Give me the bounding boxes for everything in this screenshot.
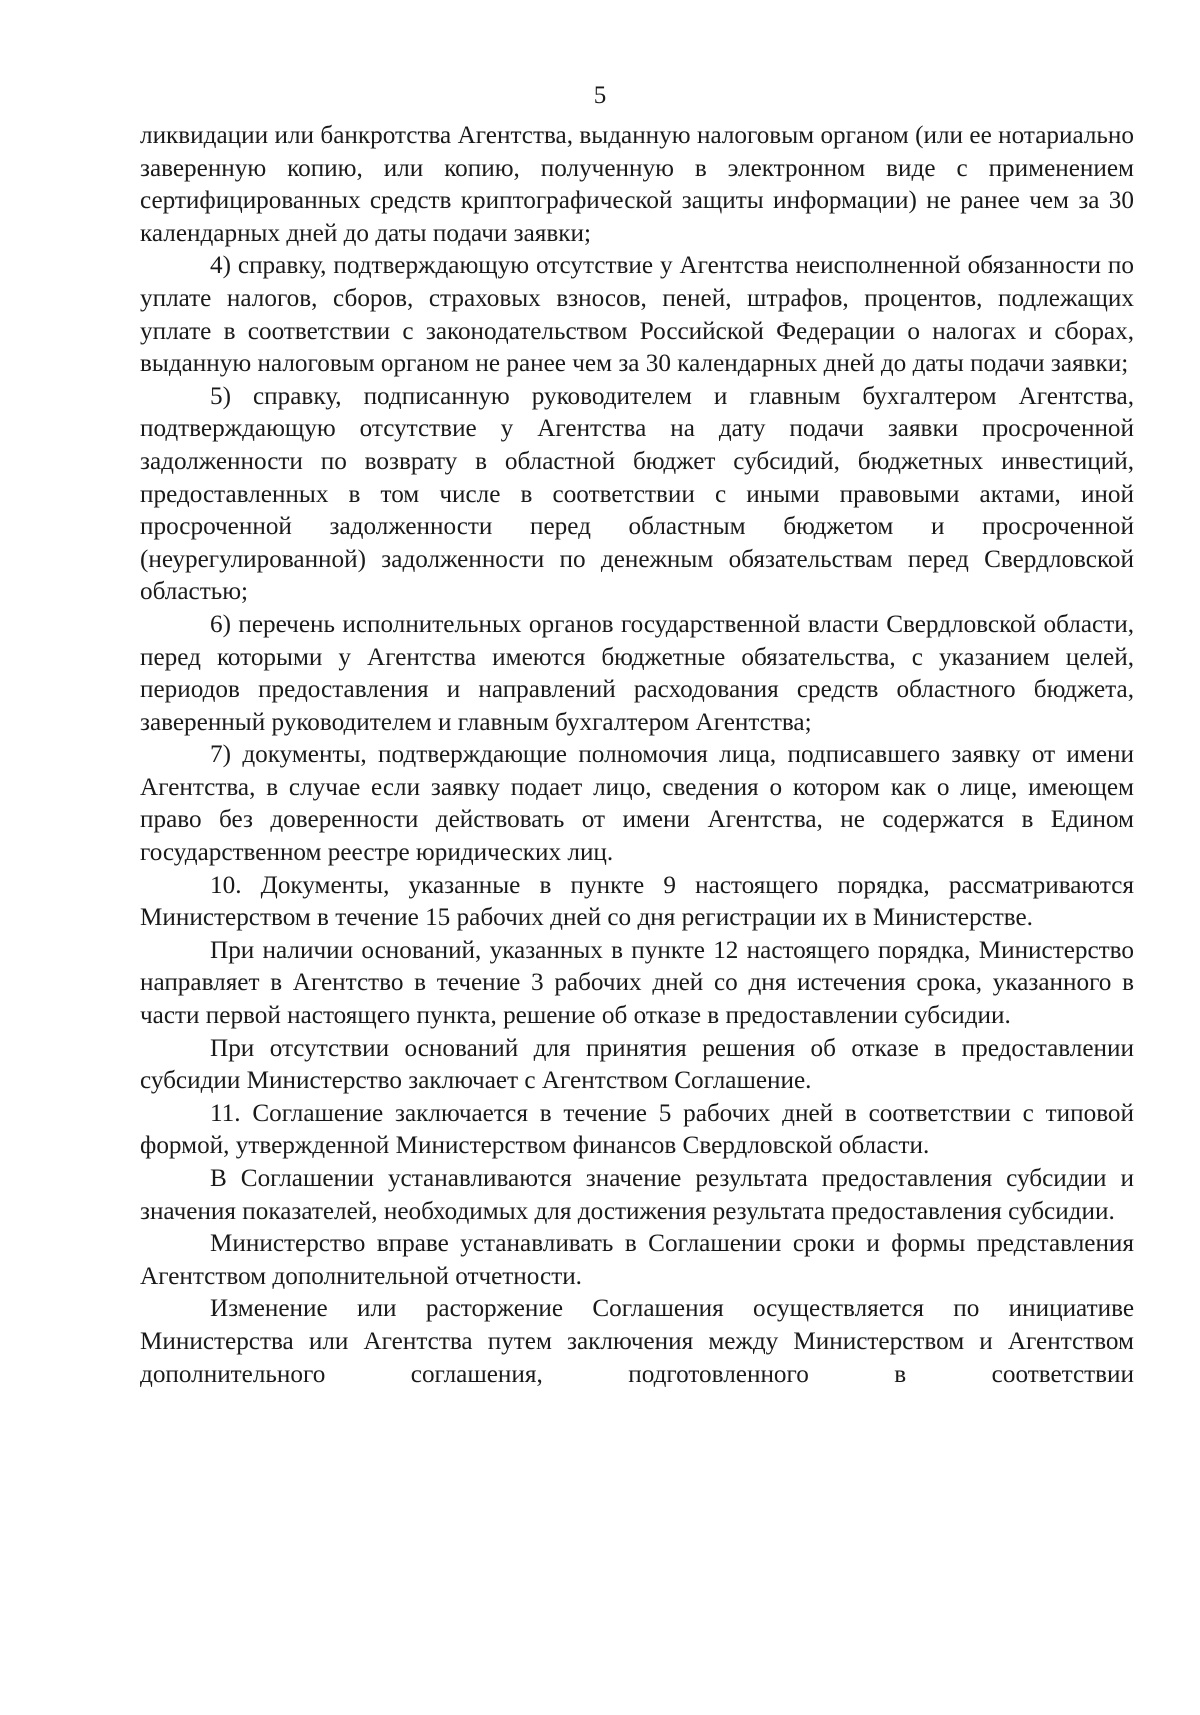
paragraph-point-11-part-2: В Соглашении устанавливаются значение результата предоставления субсидии и значения показателей, необходимых для достижения результата предоставления субсидии. xyxy=(140,1165,1134,1225)
paragraph-continuation: ликвидации или банкротства Агентства, выданную налоговым органом (или ее нотариально заверенную копию, или копию, полученную в электронном виде с применением сертифицированных средств криптографической защиты информации) не ранее чем за 30 календарных дней до даты подачи заявки; xyxy=(140,122,1134,247)
paragraph-point-11-part-3: Министерство вправе устанавливать в Соглашении сроки и формы представления Агентством дополнительной отчетности. xyxy=(140,1230,1134,1290)
paragraph-item-6: 6) перечень исполнительных органов государственной власти Свердловской области, перед которыми у Агентства имеются бюджетные обязательства, с указанием целей, периодов предоставления и направлений расходования средств областного бюджета, заверенный руководителем и главным бухгалтером Агентства; xyxy=(140,610,1134,736)
page-number: 5 xyxy=(593,82,607,109)
paragraph-point-11-part-4: Изменение или расторжение Соглашения осуществляется по инициативе Министерства или Агентства путем заключения между Министерством и Агентством дополнительного соглашения, подготовленного в соответствии xyxy=(140,1295,1134,1388)
paragraph-point-11: 11. Соглашение заключается в течение 5 рабочих дней в соответствии с типовой формой, утвержденной Министерством финансов Свердловской области. xyxy=(140,1099,1134,1160)
paragraph-point-10-part-2: При наличии оснований, указанных в пункте 12 настоящего порядка, Министерство направляет в Агентство в течение 3 рабочих дней со дня истечения срока, указанного в части первой настоящего пункта, решение об отказе в предоставлении субсидии. xyxy=(140,936,1134,1030)
document-body xyxy=(140,120,1134,1391)
paragraph-point-10: 10. Документы, указанные в пункте 9 настоящего порядка, рассматриваются Министерством в течение 15 рабочих дней со дня регистрации их в Министерстве. xyxy=(140,871,1134,932)
paragraph-item-7: 7) документы, подтверждающие полномочия лица, подписавшего заявку от имени Агентства, в случае если заявку подает лицо, сведения о котором как о лице, имеющем право без доверенности действовать от имени Агентства, не содержатся в Едином государственном реестре юридических лиц. xyxy=(140,741,1134,867)
paragraph-point-10-part-3: При отсутствии оснований для принятия решения об отказе в предоставлении субсидии Министерство заключает с Агентством Соглашение. xyxy=(140,1034,1134,1095)
paragraph-item-4: 4) справку, подтверждающую отсутствие у Агентства неисполненной обязанности по уплате налогов, сборов, страховых взносов, пеней, штрафов, процентов, подлежащих уплате в соответствии с законодательством Российской Федерации о налогах и сборах, выданную налоговым органом не ранее чем за 30 календарных дней до даты подачи заявки; xyxy=(140,252,1134,378)
paragraph-item-5: 5) справку, подписанную руководителем и главным бухгалтером Агентства, подтверждающую отсутствие у Агентства на дату подачи заявки просроченной задолженности по возврату в областной бюджет субсидий, бюджетных инвестиций, предоставленных в том числе в соответствии с иными правовыми актами, иной просроченной задолженности перед областным бюджетом и просроченной (неурегулированной) задолженности по денежным обязательствам перед Свердловской областью; xyxy=(140,382,1134,606)
